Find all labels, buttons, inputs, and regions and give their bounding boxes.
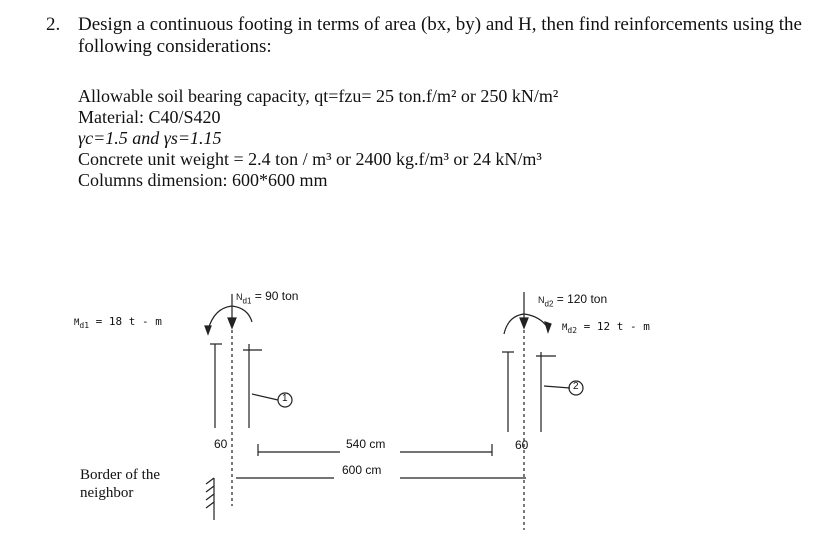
neighbor-border-label: Border of the neighbor [80, 467, 160, 501]
consideration-columns: Columns dimension: 600*600 mm [78, 170, 328, 190]
col1-width-label: 60 [214, 437, 228, 451]
col2-width-label: 60 [515, 438, 529, 452]
col2-load-label: $N_{d2} = 120$ ton [538, 292, 608, 309]
col1-moment-label: $M_{d1} = 18$ t - m [74, 315, 162, 331]
col1-id: 1 [282, 393, 288, 404]
question-number: 2. [46, 14, 61, 35]
consideration-soil: Allowable soil bearing capacity, qt=fzu= 25 ton.f/m² or 250 kN/m² [78, 86, 559, 106]
spacing-540-label: 540 cm [346, 437, 386, 451]
col2-moment-label: $M_{d2} = 12$ t - m [562, 320, 650, 336]
col2-arrowhead [520, 318, 528, 328]
col1-arrowhead [228, 318, 236, 328]
col2-id: 2 [573, 381, 579, 392]
question-text-content: Design a continuous footing in terms of area (bx, by) and H, then find reinforcements using the following considerations: [78, 14, 802, 57]
spacing-600-label: 600 cm [342, 463, 382, 477]
consideration-unit-weight: Concrete unit weight = 2.4 ton / m³ or 2400 kg.f/m³ or 24 kN/m³ [78, 149, 542, 169]
consideration-material: Material: C40/S420 [78, 107, 221, 127]
consideration-safety-factors: γc=1.5 and γs=1.15 [78, 128, 222, 148]
col1-load-label: $N_{d1} = 90$ ton [236, 289, 299, 306]
